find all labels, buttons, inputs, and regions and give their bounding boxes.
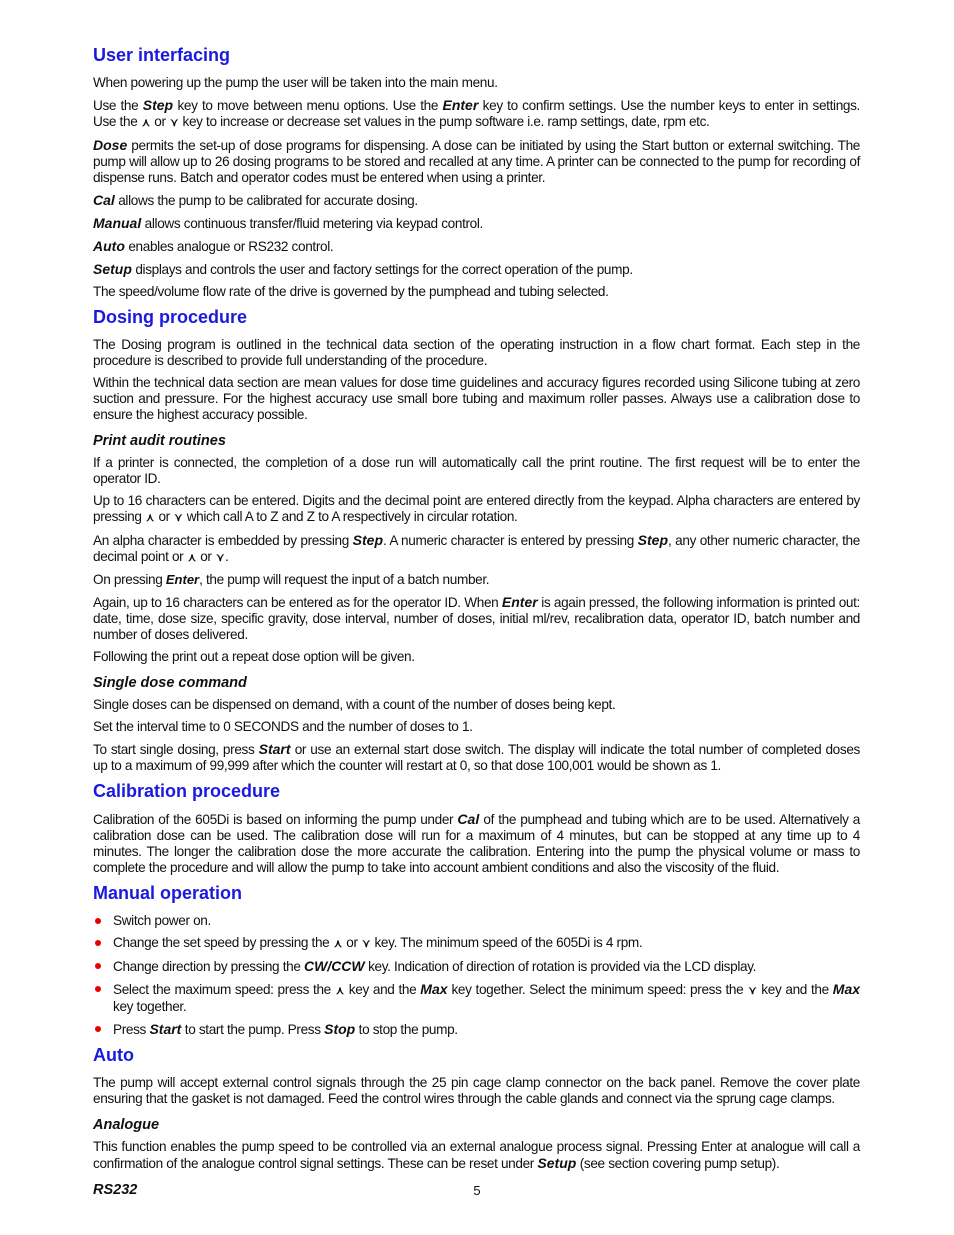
cw-ccw-key: CW/CCW — [303, 958, 365, 974]
dose-key: Dose — [93, 137, 128, 153]
heading-auto: Auto — [93, 1045, 134, 1065]
list-item: Change direction by pressing the CW/CCW key. Indication of direction of rotation is provided via the LCD display. — [93, 958, 860, 975]
paragraph: Use the Step key to move between menu options. Use the Enter key to confirm settings. Use the number keys to enter in settings. Use the ⋏ or ⋎ key to increase or decrease set values in the pump software i.e. ramp settings, date, rpm etc. — [93, 97, 860, 129]
paragraph: The Dosing program is outlined in the technical data section of the operating instruction in a flow chart format. Each step in the procedure is described to provide full understanding of the procedure. — [93, 337, 860, 368]
paragraph: Within the technical data section are mean values for dose time guidelines and accuracy figures recorded using Silicone tubing at zero suction and pressure. For the highest accuracy use small bore tubing and maximum roller passes. Always use a calibration dose to ensure the highest accuracy possible. — [93, 375, 860, 422]
paragraph: Calibration of the 605Di is based on informing the pump under Cal of the pumphead and tubing which are to be used. Alternatively a calibration dose can be used. The calibration dose will run for a maximum of 4 minutes, but can be stopped at any time up to 4 minutes. The longer the calibration dose the more accurate the calibration. Entering into the pump the physical volume or mass to complete the procedure and will allow the pump to take into account ambient conditions and also the viscosity of the fluid. — [93, 811, 860, 875]
up-arrow-icon: ⋏ — [141, 117, 150, 129]
bullet-list — [93, 913, 860, 1038]
up-arrow-icon: ⋏ — [333, 938, 342, 950]
stop-key: Stop — [324, 1021, 356, 1037]
paragraph: Set the interval time to 0 SECONDS and the number of doses to 1. — [93, 719, 473, 734]
up-arrow-icon: ⋏ — [335, 985, 344, 997]
max-key: Max — [832, 981, 861, 997]
list-item: Switch power on. — [93, 913, 860, 929]
paragraph: An alpha character is embedded by pressing Step. A numeric character is entered by pressing Step, any other numeric character, the decimal point or ⋏ or ⋎. — [93, 532, 860, 564]
paragraph: Following the print out a repeat dose option will be given. — [93, 649, 415, 664]
up-arrow-icon: ⋏ — [187, 552, 196, 564]
paragraph: Single doses can be dispensed on demand, with a count of the number of doses being kept. — [93, 697, 616, 712]
list-item: Press Start to start the pump. Press Stop to stop the pump. — [93, 1021, 860, 1038]
max-key: Max — [420, 981, 448, 997]
heading-manual-operation: Manual operation — [93, 883, 243, 903]
cal-key: Cal — [457, 811, 480, 827]
list-item: Select the maximum speed: press the ⋏ key and the Max key together. Select the minimum speed: press the ⋎ key and the Max key together. — [93, 981, 860, 1015]
heading-dosing-procedure: Dosing procedure — [93, 307, 248, 327]
down-arrow-icon: ⋎ — [174, 512, 183, 524]
paragraph: If a printer is connected, the completion of a dose run will automatically call the print routine. The first request will be to enter the operator ID. — [93, 455, 860, 486]
setup-key: Setup — [537, 1155, 577, 1171]
down-arrow-icon: ⋎ — [170, 117, 178, 129]
setup-key: Setup — [93, 261, 132, 277]
step-key: Step — [352, 532, 383, 548]
paragraph: On pressing Enter, the pump will request the input of a batch number. — [93, 572, 490, 587]
bullet-icon — [95, 986, 101, 992]
document-page — [93, 44, 860, 1204]
up-arrow-icon: ⋏ — [146, 512, 154, 524]
paragraph: This function enables the pump speed to be controlled via an external analogue process signal. Pressing Enter at analogue will call a confirmation of the analogue control signal settings. These can be reset under Setup (see section covering pump setup). — [93, 1139, 860, 1171]
bullet-icon — [95, 918, 101, 924]
paragraph: The speed/volume flow rate of the drive is governed by the pumphead and tubing selected. — [93, 284, 609, 299]
down-arrow-icon: ⋎ — [748, 985, 757, 997]
heading-calibration-procedure: Calibration procedure — [93, 781, 281, 801]
heading-print-audit-routines: Print audit routines — [93, 433, 226, 449]
manual-key: Manual — [93, 215, 142, 231]
paragraph: Auto enables analogue or RS232 control. — [93, 238, 334, 254]
bullet-icon — [95, 1026, 101, 1032]
paragraph: Setup displays and controls the user and factory settings for the correct operation of the pump. — [93, 261, 633, 277]
start-key: Start — [149, 1021, 182, 1037]
heading-analogue: Analogue — [93, 1117, 160, 1133]
paragraph: Up to 16 characters can be entered. Digits and the decimal point are entered directly from the keypad. Alpha characters are entered by pressing ⋏ or ⋎ which call A to Z and Z to A respectively in circular rotation. — [93, 493, 860, 524]
heading-rs232: RS232 — [93, 1182, 138, 1198]
paragraph: Cal allows the pump to be calibrated for accurate dosing. — [93, 192, 418, 208]
paragraph: When powering up the pump the user will be taken into the main menu. — [93, 75, 498, 90]
list-item: Change the set speed by pressing the ⋏ or ⋎ key. The minimum speed of the 605Di is 4 rpm. — [93, 935, 860, 952]
paragraph: To start single dosing, press Start or use an external start dose switch. The display will indicate the total number of completed doses up to a maximum of 99,999 after which the counter will restart at 0, so that dose 100,001 would be shown as 1. — [93, 741, 860, 773]
bullet-icon — [95, 963, 101, 969]
paragraph: Manual allows continuous transfer/fluid metering via keypad control. — [93, 215, 483, 231]
paragraph: The pump will accept external control signals through the 25 pin cage clamp connector on the back panel. Remove the cover plate ensuring that the gasket is not damaged. Feed the control wires through the cable glands and connect via the sprung cage clamps. — [93, 1075, 860, 1106]
heading-single-dose-command: Single dose command — [93, 675, 247, 691]
down-arrow-icon: ⋎ — [362, 938, 370, 950]
cal-key: Cal — [93, 192, 115, 208]
enter-key: Enter — [442, 97, 479, 113]
page-number: 5 — [473, 1183, 481, 1198]
enter-key: Enter — [501, 594, 538, 610]
heading-user-interfacing: User interfacing — [93, 45, 231, 65]
step-key: Step — [637, 532, 669, 548]
step-key: Step — [142, 97, 174, 113]
bullet-icon — [95, 940, 101, 946]
paragraph: Dose permits the set-up of dose programs for dispensing. A dose can be initiated by using the Start button or external switching. The pump will allow up to 26 dosing programs to be stored and recalled at any time. A printer can be connected to the pump for recording of dispense runs. Batch and operator codes must be entered when using a printer. — [93, 137, 860, 185]
enter-key: Enter — [165, 572, 200, 587]
auto-key: Auto — [93, 238, 125, 254]
paragraph: Again, up to 16 characters can be entered as for the operator ID. When Enter is again pressed, the following information is printed out: date, time, dose size, specific gravity, dose interval, number of doses, initial ml/rev, recalibration data, operator ID, batch number and number of doses delivered. — [93, 594, 860, 642]
start-key: Start — [258, 741, 291, 757]
down-arrow-icon: ⋎ — [216, 552, 224, 564]
